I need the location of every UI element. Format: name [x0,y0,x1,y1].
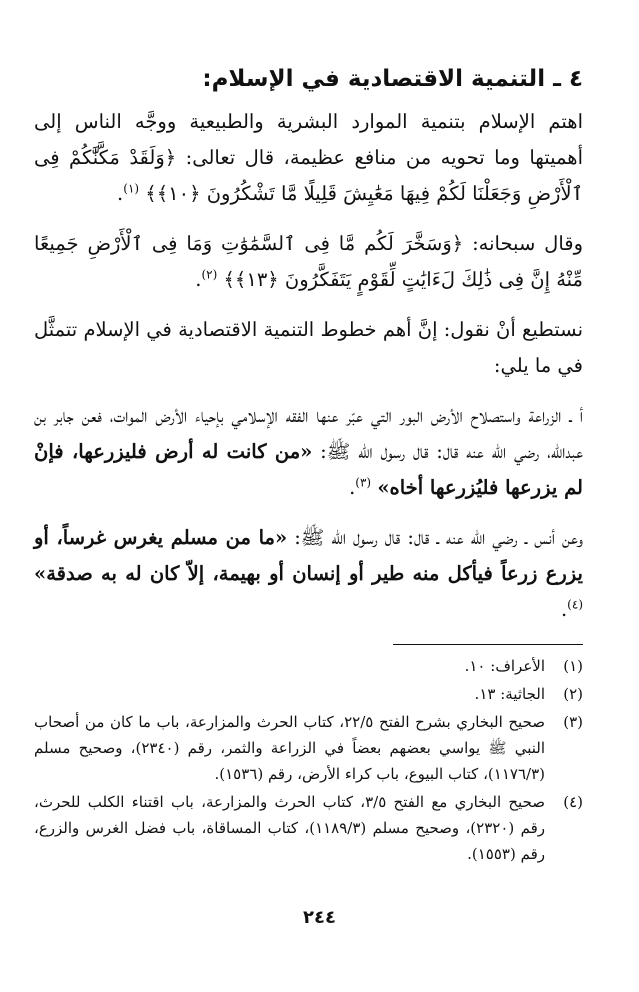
paragraph-2: وقال سبحانه: ﴿وَسَخَّرَ لَكُم مَّا فِى ٱلسَّمَٰوَٰتِ وَمَا فِى ٱلْأَرْضِ جَمِيعًا مِّنْهُ إِنَّ فِى ذَٰلِكَ لَءَايَٰتٍ لِّقَوْمٍ يَتَفَكَّرُونَ ﴿١٣﴾﴾ $^{(٢)}$. [34,232,584,291]
footnote-text: صحيح البخاري بشرح الفتح ٢٢/٥، كتاب الحرث والمزارعة، باب ما كان من أصحاب النبي ﷺ يواسي بعضهم بعضاً في الزراعة والثمر، رقم (٢٣٤٠)، وصحيح مسلم (١١٧٦/٣)، كتاب البيوع، باب كراء الأرض، رقم (١٥٣٦). [34,713,545,783]
footnote-text: الأعراف: ١٠. [464,657,545,675]
hadith-2: «ما من مسلم يغرس غرساً، أو يزرع زرعاً فيأكل منه طير أو إنسان أو بهيمة، إلاّ كان له به صدقة» [34,526,583,585]
quran-verse-1: ﴿وَلَقَدْ مَكَّنَّٰكُمْ فِى ٱلْأَرْضِ وَجَعَلْنَا لَكُمْ فِيهَا مَعَٰيِشَ قَلِيلًا مَّا تَشْكُرُونَ ﴿١٠﴾﴾ [34,146,583,205]
paragraph-1: اهتم الإسلام بتنمية الموارد البشرية والطبيعية ووجَّه الناس إلى أهميتها وما تحويه من منافع عظيمة، قال تعالى: ﴿وَلَقَدْ مَكَّنَّٰكُمْ فِى ٱلْأَرْضِ وَجَعَلْنَا لَكُمْ فِيهَا مَعَٰيِشَ قَلِيلًا مَّا تَشْكُرُونَ ﴿١٠﴾﴾ $^{(١)}$. [34,110,583,205]
paragraph-4-text: أ ـ الزراعة واستصلاح الأرض البور التي عبّر عنها الفقه الإسلامي بإحياء الأرض الموات، فعن جابر بن عبدالله، رضي الله عنه قال: قال رسول الله ﷺ: [34,404,583,463]
footnotes [34,653,583,867]
footnote-text: الجاثية: ١٣. [474,685,545,703]
paragraph-1-text: اهتم الإسلام بتنمية الموارد البشرية والطبيعية ووجَّه الناس إلى أهميتها وما تحويه من منافع عظيمة، قال تعالى: [34,110,583,169]
footnote-item [34,789,583,867]
footnote-text: صحيح البخاري مع الفتح ٣/٥، كتاب الحرث والمزارعة، باب اقتناء الكلب للحرث، رقم (٢٣٢٠)، وصحيح مسلم (١١٨٩/٣)، كتاب المساقاة، باب فضل الغرس والزرع، رقم (١٥٥٣). [34,793,545,863]
paragraph-5-text: وعن أنس ـ رضي الله عنه ـ قال: قال رسول الله ﷺ: [294,526,583,549]
paragraph-3: نستطيع أنْ نقول: إنَّ أهم خطوط التنمية الاقتصادية في الإسلام تتمثَّل في ما يلي: [34,318,583,377]
footnote-ref-4: (٤) [567,597,583,612]
paragraph-4: أ ـ الزراعة واستصلاح الأرض البور التي عبّر عنها الفقه الإسلامي بإحياء الأرض الموات، فعن جابر بن عبدالله، رضي الله عنه قال: قال رسول الله ﷺ: «من كانت له أرض فليزرعها، فإنْ لم يزرعها فليُزرعها أخاه» $^{(٣)}$. [34,404,583,499]
footnote-divider [393,644,583,645]
hadith-1: «من كانت له أرض فليزرعها، فإنْ لم يزرعها فليُزرعها أخاه» [34,440,583,499]
footnote-item [34,653,583,679]
footnote-number: (١) [563,657,583,675]
footnote-item [34,681,583,707]
section-heading: ٤ ـ التنمية الاقتصادية في الإسلام: [202,66,583,92]
footnote-item [34,709,583,787]
footnote-number: (٢) [563,685,583,703]
footnote-number: (٣) [563,713,583,731]
paragraph-2-text: وقال سبحانه: [472,232,584,255]
footnote-number: (٤) [563,793,583,811]
paragraph-5: وعن أنس ـ رضي الله عنه ـ قال: قال رسول الله ﷺ: «ما من مسلم يغرس غرساً، أو يزرع زرعاً فيأكل منه طير أو إنسان أو بهيمة، إلاّ كان له به صدقة» $^{(٤)}$. [34,526,583,621]
footnote-ref-3: (٣) [355,475,372,490]
page-number: ٢٤٤ [303,907,336,928]
footnote-ref-1: (١) [123,181,140,196]
quran-verse-2: ﴿وَسَخَّرَ لَكُم مَّا فِى ٱلسَّمَٰوَٰتِ وَمَا فِى ٱلْأَرْضِ جَمِيعًا مِّنْهُ إِنَّ فِى ذَٰلِكَ لَءَايَٰتٍ لِّقَوْمٍ يَتَفَكَّرُونَ ﴿١٣﴾﴾ [34,232,583,291]
footnote-ref-2: (٢) [201,267,218,282]
